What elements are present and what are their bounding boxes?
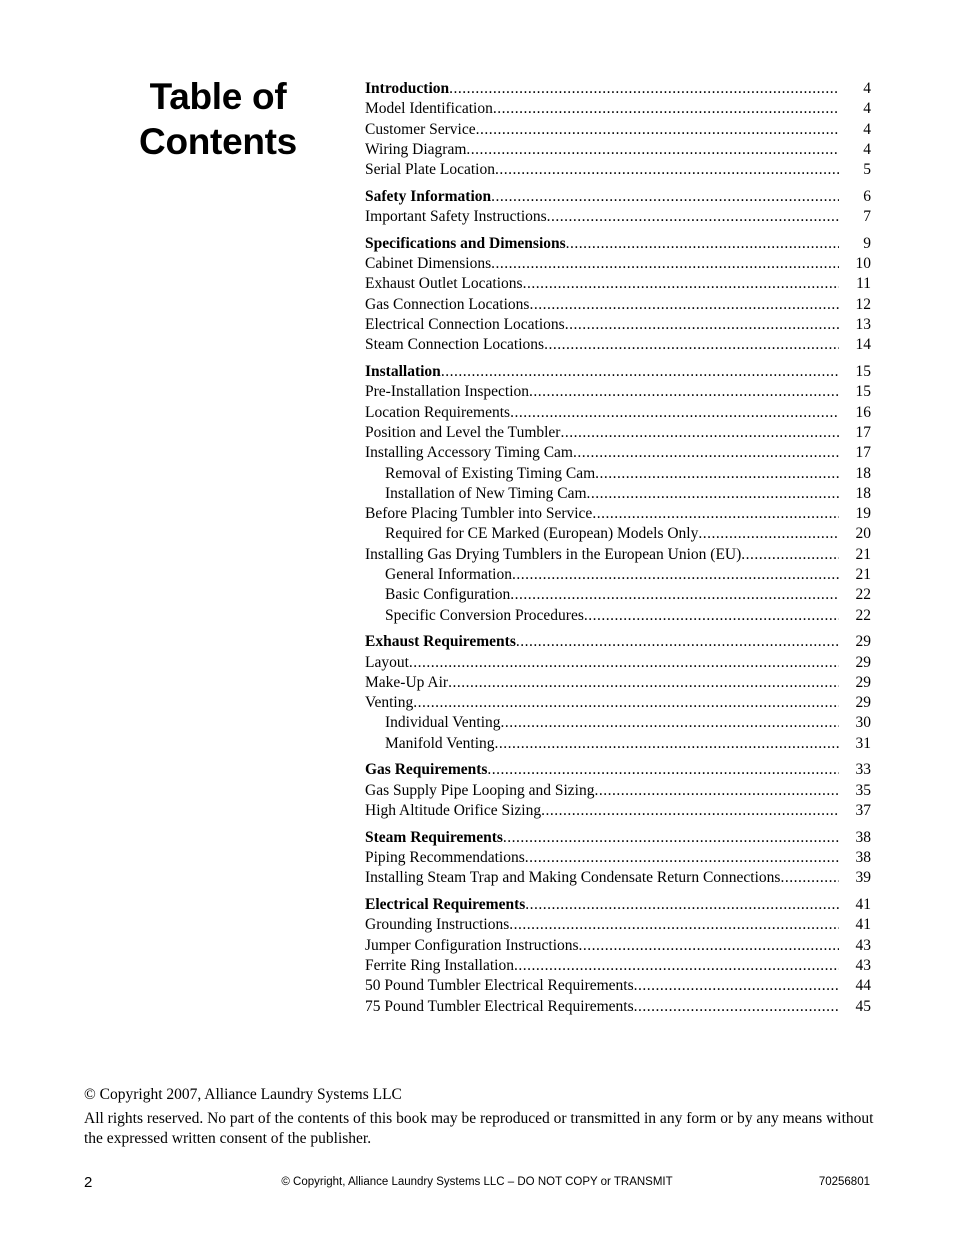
footer-notice: © Copyright, Alliance Laundry Systems LLC – DO NOT COPY or TRANSMIT	[281, 1176, 673, 1188]
dot-leader	[573, 443, 839, 463]
toc-entry-title: Installing Accessory Timing Cam	[365, 444, 573, 462]
toc-entry[interactable]	[365, 565, 871, 585]
toc-section	[365, 79, 871, 180]
toc-entry-page: 16	[855, 403, 871, 421]
toc-entry-title: Position and Level the Tumbler	[365, 423, 561, 441]
toc-entry-page: 13	[855, 316, 871, 334]
toc-entry-page: 5	[863, 161, 871, 179]
toc-entry-title: Required for CE Marked (European) Models Only	[385, 525, 699, 543]
toc-entry-title: General Information	[385, 566, 512, 583]
toc-section-heading[interactable]	[365, 760, 871, 780]
dot-leader	[594, 781, 839, 801]
toc-entry[interactable]	[365, 274, 871, 294]
toc-entry[interactable]	[365, 382, 871, 402]
toc-entry-page: 45	[855, 997, 871, 1015]
dot-leader	[565, 315, 839, 335]
toc-section-heading[interactable]	[365, 632, 871, 652]
rights-statement: All rights reserved. No part of the contents of this book may be reproduced or transmitted in any form or by any means without the expressed written consent of the publisher.	[84, 1110, 874, 1147]
dot-leader	[587, 484, 840, 504]
toc-entry-page: 11	[856, 275, 871, 293]
toc-entry-title: Venting	[365, 694, 414, 712]
dot-leader	[510, 403, 839, 423]
page-title	[118, 74, 318, 164]
toc-entry[interactable]	[365, 484, 871, 504]
toc-entry[interactable]	[365, 936, 871, 956]
toc-entry-page: 41	[855, 916, 871, 934]
toc-entry-title: Electrical Connection Locations	[365, 316, 565, 334]
toc-entry[interactable]	[365, 120, 871, 140]
toc-entry-title: Gas Supply Pipe Looping and Sizing	[365, 781, 595, 799]
toc-entry-page: 29	[855, 694, 871, 712]
toc-entry-title: Wiring Diagram	[365, 140, 467, 158]
toc-entry-title: Specifications and Dimensions	[365, 234, 566, 252]
toc-entry-title: Installing Gas Drying Tumblers in the European Union (EU)	[365, 545, 742, 563]
toc-entry[interactable]	[365, 315, 871, 335]
toc-entry-page: 43	[855, 956, 871, 974]
page-footer	[84, 1174, 870, 1192]
toc-entry-title: Gas Requirements	[365, 761, 488, 779]
toc-entry[interactable]	[365, 997, 871, 1017]
toc-entry-page: 17	[855, 444, 871, 462]
toc-entry[interactable]	[365, 693, 871, 713]
dot-leader	[503, 828, 839, 848]
dot-leader	[634, 997, 839, 1017]
dot-leader	[448, 673, 839, 693]
toc-entry[interactable]	[365, 545, 871, 565]
toc-entry-title: Before Placing Tumbler into Service	[365, 505, 593, 523]
toc-entry[interactable]	[365, 915, 871, 935]
dot-leader	[512, 565, 839, 585]
toc-entry-page: 6	[863, 187, 871, 205]
toc-entry[interactable]	[365, 713, 871, 733]
toc-entry-page: 15	[855, 363, 871, 381]
toc-entry-page: 22	[855, 586, 871, 604]
toc-entry-title: Layout	[365, 653, 409, 671]
toc-entry-title: Piping Recommendations	[365, 849, 525, 867]
dot-leader	[516, 632, 839, 652]
toc-entry-title: Jumper Configuration Instructions	[365, 936, 579, 954]
toc-entry[interactable]	[365, 868, 871, 888]
toc-entry-title: Serial Plate Location	[365, 161, 495, 179]
toc-entry-title: Installing Steam Trap and Making Condensate Return Connections	[365, 869, 781, 887]
toc-entry-page: 29	[855, 673, 871, 691]
dot-leader	[509, 915, 839, 935]
toc-entry-page: 39	[855, 869, 871, 887]
toc-entry[interactable]	[365, 781, 871, 801]
dot-leader	[544, 335, 839, 355]
toc-entry-title: Important Safety Instructions	[365, 208, 547, 226]
toc-entry-title: Cabinet Dimensions	[365, 255, 492, 273]
toc-entry[interactable]	[365, 976, 871, 996]
dot-leader	[510, 585, 839, 605]
toc-section	[365, 895, 871, 1017]
dot-leader	[529, 295, 839, 315]
toc-entry-title: Steam Requirements	[365, 828, 503, 846]
toc-entry-page: 17	[855, 423, 871, 441]
dot-leader	[449, 79, 839, 99]
toc-entry-page: 22	[855, 606, 871, 624]
toc-entry-title: Basic Configuration	[385, 586, 511, 604]
dot-leader	[514, 956, 839, 976]
dot-leader	[592, 504, 839, 524]
dot-leader	[566, 234, 839, 254]
dot-leader	[529, 382, 839, 402]
toc-entry-page: 4	[863, 80, 871, 97]
toc-entry-title: Grounding Instructions	[365, 916, 510, 934]
dot-leader	[441, 362, 839, 382]
dot-leader	[634, 976, 839, 996]
toc-entry-page: 38	[855, 828, 871, 846]
dot-leader	[523, 274, 839, 294]
toc-entry-page: 14	[855, 336, 871, 354]
toc-entry-page: 21	[855, 566, 871, 583]
toc-entry-page: 30	[855, 714, 871, 732]
dot-leader	[541, 801, 839, 821]
toc-entry-page: 15	[855, 383, 871, 401]
toc-entry-page: 4	[863, 120, 871, 138]
toc-section-heading[interactable]	[365, 828, 871, 848]
dot-leader	[525, 848, 839, 868]
page-number: 2	[84, 1174, 93, 1191]
dot-leader	[698, 524, 839, 544]
toc-entry-page: 4	[863, 140, 871, 158]
toc-entry[interactable]	[365, 160, 871, 180]
toc-entry-page: 20	[855, 525, 871, 543]
toc-entry-page: 12	[855, 295, 871, 313]
dot-leader	[560, 423, 839, 443]
toc-entry-page: 37	[855, 802, 871, 820]
toc-entry-title: Pre-Installation Inspection	[365, 383, 529, 401]
dot-leader	[409, 653, 839, 673]
toc-entry-title: Steam Connection Locations	[365, 336, 545, 354]
dot-leader	[495, 734, 840, 754]
toc-entry[interactable]	[365, 99, 871, 119]
toc-entry[interactable]	[365, 464, 871, 484]
toc-entry-title: Electrical Requirements	[365, 896, 526, 914]
dot-leader	[487, 760, 839, 780]
toc-entry-page: 31	[855, 734, 871, 752]
toc-entry[interactable]	[365, 140, 871, 160]
toc-entry-title: Gas Connection Locations	[365, 295, 530, 313]
toc-entry-page: 9	[863, 234, 871, 252]
toc-entry[interactable]	[365, 606, 871, 626]
toc-section	[365, 760, 871, 821]
toc-entry-title: Manifold Venting	[385, 734, 495, 752]
toc-entry-title: Introduction	[365, 80, 450, 97]
toc-entry[interactable]	[365, 295, 871, 315]
toc-section-heading[interactable]	[365, 187, 871, 207]
document-number: 70256801	[818, 1176, 870, 1188]
toc-entry[interactable]	[365, 734, 871, 754]
dot-leader	[476, 120, 839, 140]
toc-entry-page: 21	[855, 545, 871, 563]
toc-section-heading[interactable]	[365, 234, 871, 254]
dot-leader	[579, 936, 839, 956]
toc-section	[365, 187, 871, 228]
dot-leader	[491, 187, 839, 207]
toc-entry[interactable]	[365, 335, 871, 355]
toc-entry-page: 19	[855, 505, 871, 523]
toc-entry-title: 75 Pound Tumbler Electrical Requirements	[365, 997, 634, 1015]
toc-section-heading[interactable]	[365, 895, 871, 915]
toc-entry[interactable]	[365, 956, 871, 976]
toc-entry-title: High Altitude Orifice Sizing	[365, 802, 542, 820]
toc-entry[interactable]	[365, 504, 871, 524]
toc-entry[interactable]	[365, 443, 871, 463]
toc-entry-title: Location Requirements	[365, 403, 511, 421]
dot-leader	[466, 140, 839, 160]
toc-entry[interactable]	[365, 653, 871, 673]
toc-entry-title: Customer Service	[365, 120, 476, 138]
toc-entry-title: Installation of New Timing Cam	[385, 484, 587, 502]
toc-entry-page: 4	[863, 100, 871, 118]
toc-entry-title: Make-Up Air	[365, 673, 449, 691]
toc-entry[interactable]	[365, 524, 871, 544]
toc-entry[interactable]	[365, 423, 871, 443]
toc-entry-title: 50 Pound Tumbler Electrical Requirements	[365, 977, 634, 995]
toc-entry-title: Installation	[365, 363, 441, 381]
page-title-line-1: Table of	[149, 76, 287, 117]
toc-entry-title: Exhaust Requirements	[365, 633, 516, 651]
toc-entry-page: 29	[855, 653, 871, 671]
toc-entry[interactable]	[365, 673, 871, 693]
toc-entry-page: 38	[855, 849, 871, 867]
toc-entry[interactable]	[365, 403, 871, 423]
toc-entry-title: Specific Conversion Procedures	[385, 606, 584, 624]
toc-entry-page: 44	[855, 977, 871, 995]
toc-entry-title: Exhaust Outlet Locations	[365, 275, 523, 293]
toc-section	[365, 362, 871, 626]
dot-leader	[595, 464, 839, 484]
toc-entry-title: Safety Information	[365, 187, 492, 205]
toc-entry-page: 43	[855, 936, 871, 954]
dot-leader	[584, 606, 839, 626]
toc-entry-page: 35	[855, 781, 871, 799]
toc-section	[365, 234, 871, 356]
toc-entry[interactable]	[365, 207, 871, 227]
dot-leader	[780, 868, 839, 888]
dot-leader	[413, 693, 839, 713]
toc-entry-title: Model Identification	[365, 100, 493, 118]
toc-entry[interactable]	[365, 585, 871, 605]
toc-entry-page: 18	[855, 484, 871, 502]
toc-entry-title: Ferrite Ring Installation	[365, 956, 514, 974]
toc-entry[interactable]	[365, 254, 871, 274]
toc-entry-page: 33	[855, 761, 871, 779]
dot-leader	[525, 895, 839, 915]
toc-section	[365, 632, 871, 754]
toc-section	[365, 828, 871, 889]
toc-entry-page: 29	[855, 633, 871, 651]
page-title-line-2: Contents	[139, 121, 297, 162]
toc-entry-title: Individual Venting	[385, 714, 501, 732]
toc-entry-page: 41	[855, 896, 871, 914]
dot-leader	[741, 545, 839, 565]
dot-leader	[501, 713, 839, 733]
dot-leader	[491, 254, 839, 274]
dot-leader	[495, 160, 839, 180]
toc-entry[interactable]	[365, 848, 871, 868]
toc-entry-title: Removal of Existing Timing Cam	[385, 464, 596, 482]
toc-entry-page: 18	[855, 464, 871, 482]
dot-leader	[547, 207, 839, 227]
toc-entry[interactable]	[365, 801, 871, 821]
toc-entry-page: 7	[863, 208, 871, 226]
toc-section-heading[interactable]	[365, 79, 871, 99]
table-of-contents	[365, 79, 871, 1023]
dot-leader	[493, 99, 839, 119]
copyright-block	[84, 1085, 874, 1149]
copyright-line: © Copyright 2007, Alliance Laundry Systems LLC	[84, 1086, 402, 1103]
toc-entry-page: 10	[855, 255, 871, 273]
toc-section-heading[interactable]	[365, 362, 871, 382]
